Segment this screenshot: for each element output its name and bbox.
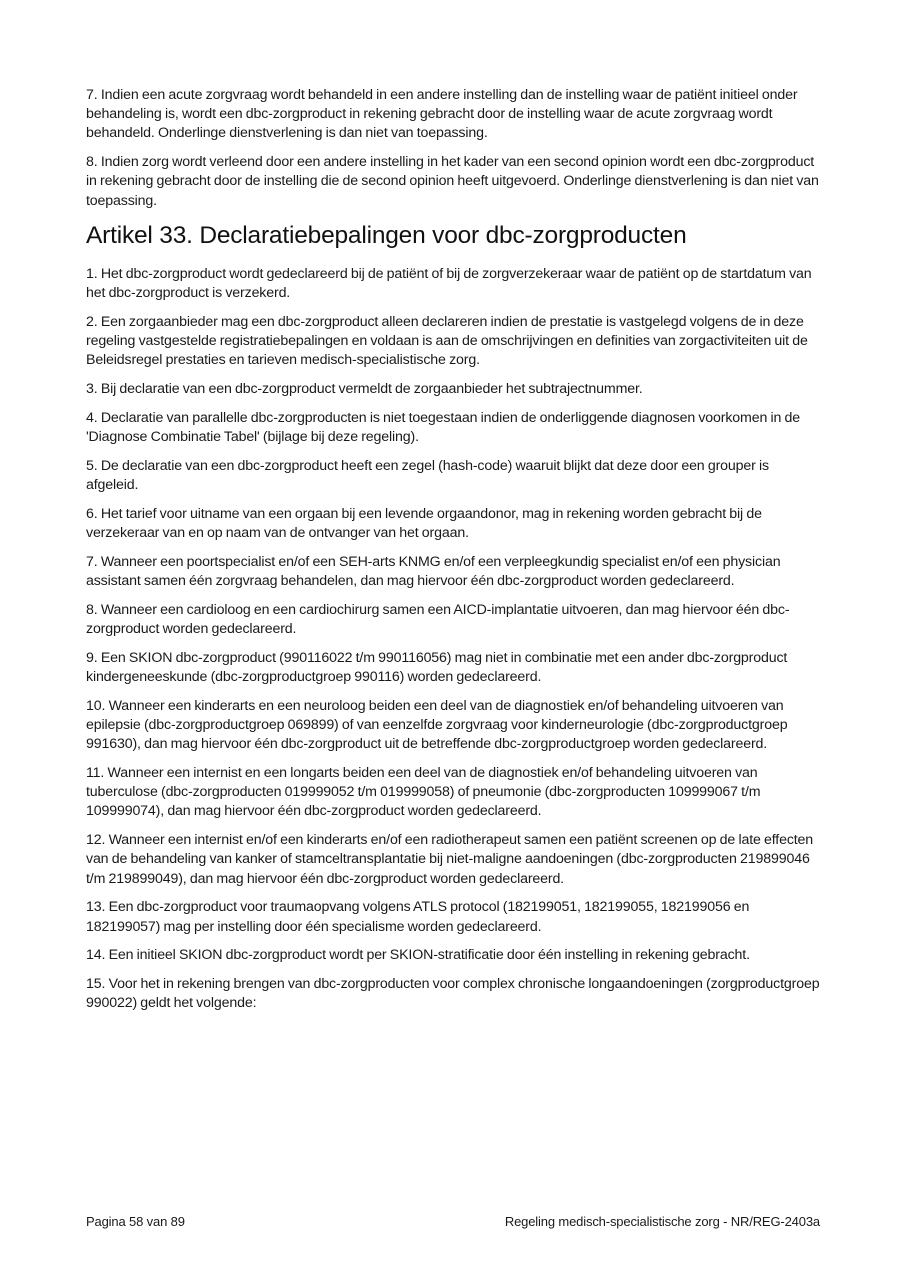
article-paragraph-11: 11. Wanneer een internist en een longarts beiden een deel van de diagnostiek en/of behandeling uitvoeren van tuberculose (dbc-zorgproducten 019999052 t/m 019999058) of pneumonie (dbc-zorgproducten 109999067 t/m 109999074), dan mag hiervoor één dbc-zorgproduct worden gedeclareerd. [86, 765, 761, 820]
article-paragraph-12: 12. Wanneer een internist en/of een kinderarts en/of een radiotherapeut samen een patiënt screenen op de late effecten van de behandeling van kanker of stamceltransplantatie bij niet-maligne aandoeningen (dbc-zorgproducten 219899046 t/m 219899049), dan mag hiervoor één dbc-zorgproduct worden gedeclareerd. [86, 832, 814, 887]
article-paragraph-9: 9. Een SKION dbc-zorgproduct (990116022 t/m 990116056) mag niet in combinatie met een ander dbc-zorgproduct kindergeneeskunde (dbc-zorgproductgroep 990116) worden gedeclareerd. [86, 649, 788, 686]
article-paragraph-1: 1. Het dbc-zorgproduct wordt gedeclareerd bij de patiënt of bij de zorgverzekeraar waar de patiënt op de startdatum van het dbc-zorgproduct is verzekerd. [86, 265, 812, 302]
article-paragraph-5: 5. De declaratie van een dbc-zorgproduct heeft een zegel (hash-code) waaruit blijkt dat deze door een grouper is afgeleid. [86, 457, 769, 494]
document-title: Regeling medisch-specialistische zorg - NR/REG-2403a [504, 1214, 820, 1229]
document-page [86, 86, 820, 1023]
article-paragraph-10: 10. Wanneer een kinderarts en een neuroloog beiden een deel van de diagnostiek en/of behandeling uitvoeren van epilepsie (dbc-zorgproductgroep 069899) of van eenzelfde zorgvraag voor kinderneurologie (dbc-zorgproductgroep 991630), dan mag hiervoor één dbc-zorgproduct uit de betreffende dbc-zorgproductgroep worden gedeclareerd. [86, 697, 788, 753]
article-paragraph-13: 13. Een dbc-zorgproduct voor traumaopvang volgens ATLS protocol (182199051, 182199055, 182199056 en 182199057) mag per instelling door één specialisme worden gedeclareerd. [86, 899, 750, 935]
article-paragraph-6: 6. Het tarief voor uitname van een orgaan bij een levende orgaandonor, mag in rekening worden gebracht bij de verzekeraar van en op naam van de ontvanger van het orgaan. [86, 505, 762, 542]
article-paragraph-14: 14. Een initieel SKION dbc-zorgproduct wordt per SKION-stratificatie door één instelling in rekening gebracht. [86, 947, 750, 964]
article-paragraph-7: 7. Wanneer een poortspecialist en/of een SEH-arts KNMG en/of een verpleegkundig specialist en/of een physician assistant samen één zorgvraag behandelen, dan mag hiervoor één dbc-zorgproduct worden gedeclareerd. [86, 553, 781, 590]
article-paragraph-8: 8. Wanneer een cardioloog en een cardiochirurg samen een AICD-implantatie uitvoeren, dan mag hiervoor één dbc-zorgproduct worden gedeclareerd. [86, 601, 790, 638]
paragraph-prev-8: 8. Indien zorg wordt verleend door een andere instelling in het kader van een second opinion wordt een dbc-zorgproduct in rekening gebracht door de instelling die de second opinion heeft uitgevoerd. Onderlinge dienstverlening is dan niet van toepassing. [86, 154, 819, 209]
article-paragraph-4: 4. Declaratie van parallelle dbc-zorgproducten is niet toegestaan indien de onderliggende diagnosen voorkomen in de 'Diagnose Combinatie Tabel' (bijlage bij deze regeling). [86, 409, 800, 446]
article-heading: Artikel 33. Declaratiebepalingen voor dbc-zorgproducten [86, 221, 687, 249]
article-paragraph-3: 3. Bij declaratie van een dbc-zorgproduct vermeldt de zorgaanbieder het subtrajectnummer. [86, 381, 643, 398]
article-paragraph-2: 2. Een zorgaanbieder mag een dbc-zorgproduct alleen declareren indien de prestatie is vastgelegd volgens de in deze regeling vastgestelde registratiebepalingen en voldaan is aan de omschrijvingen en definities van zorgactiviteiten uit de Beleidsregel prestaties en tarieven medisch-specialistische zorg. [86, 313, 808, 369]
article-paragraph-15: 15. Voor het in rekening brengen van dbc-zorgproducten voor complex chronische longaandoeningen (zorgproductgroep 990022) geldt het volgende: [86, 976, 820, 1012]
paragraph-prev-7: 7. Indien een acute zorgvraag wordt behandeld in een andere instelling dan de instelling waar de patiënt initieel onder behandeling is, wordt een dbc-zorgproduct in rekening gebracht door de instelling waar de acute zorgvraag wordt behandeld. Onderlinge dienstverlening is dan niet van toepassing. [86, 87, 798, 142]
page-number: Pagina 58 van 89 [86, 1214, 185, 1229]
page-footer [86, 1214, 820, 1230]
